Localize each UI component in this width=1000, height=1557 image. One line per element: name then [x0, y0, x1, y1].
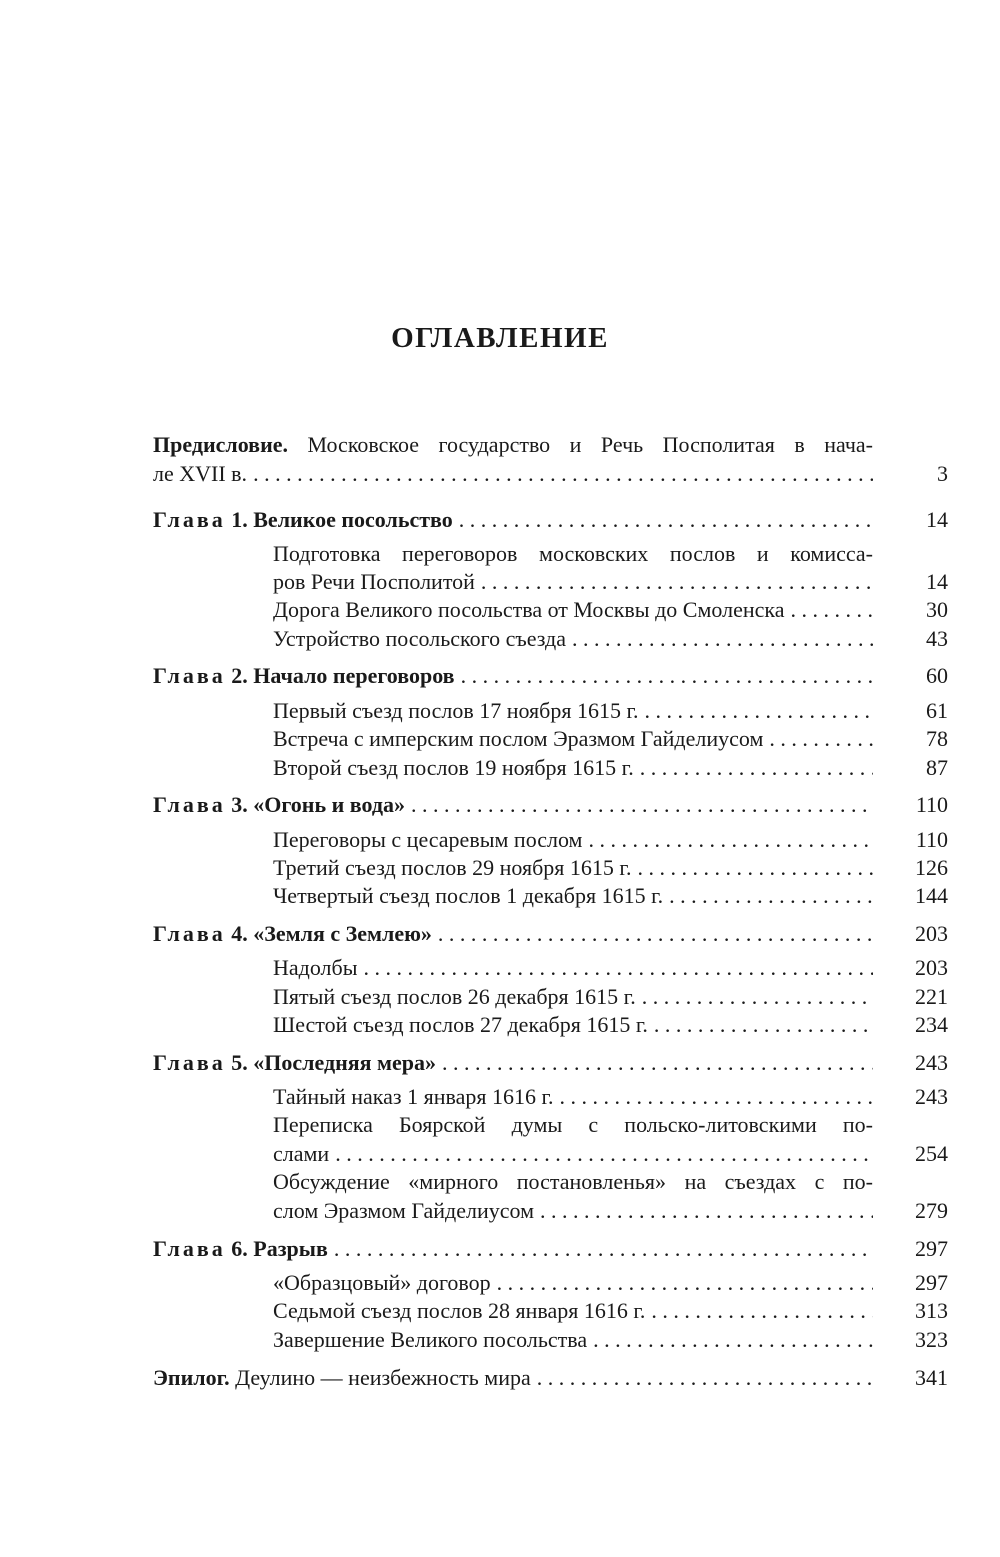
section-5-1[interactable] [273, 1083, 873, 1111]
section-4-1-text: Надолбы [273, 955, 358, 980]
section-1-1-text: ров Речи Посполитой [273, 569, 475, 594]
chapter-3-title: 3. «Огонь и вода» [231, 792, 406, 817]
chapter-2-page: 60 [926, 663, 948, 688]
section-3-1[interactable] [273, 826, 873, 854]
dot-leader [645, 1297, 873, 1325]
dot-leader [491, 1269, 873, 1297]
chapter-prefix: Глава [153, 663, 226, 688]
section-1-2-text: Дорога Великого посольства от Москвы до Смоленска [273, 597, 785, 622]
chapter-5-page: 243 [915, 1050, 948, 1075]
dot-leader [432, 920, 873, 948]
section-3-2-page: 126 [915, 855, 948, 880]
section-5-2-line1[interactable]: Переписка Боярской думы с польско-литовскими по- [273, 1112, 873, 1137]
epilogue-label: Эпилог. [153, 1365, 230, 1390]
section-6-1[interactable] [273, 1269, 873, 1297]
section-2-3-page: 87 [926, 755, 948, 780]
section-6-3-page: 323 [915, 1327, 948, 1352]
preface-line2[interactable] [153, 460, 873, 488]
section-6-1-page: 297 [915, 1270, 948, 1295]
dot-leader [566, 625, 873, 653]
chapter-4-title: 4. «Земля с Землею» [231, 921, 432, 946]
preface-text-line1: Московское государство и Речь Посполитая в нача- [307, 432, 874, 457]
section-2-1-text: Первый съезд послов 17 ноября 1615 г. [273, 698, 639, 723]
chapter-1-page: 14 [926, 507, 948, 532]
epilogue-page: 341 [915, 1365, 948, 1390]
section-2-1[interactable] [273, 697, 873, 725]
section-3-3-text: Четвертый съезд послов 1 декабря 1615 г. [273, 883, 664, 908]
dot-leader [785, 596, 874, 624]
dot-leader [475, 568, 873, 596]
section-2-3[interactable] [273, 754, 873, 782]
section-6-1-text: «Образцовый» договор [273, 1270, 491, 1295]
preface-text-line2: ле XVII в. [153, 461, 248, 486]
chapter-5-entry[interactable] [153, 1049, 873, 1077]
section-5-1-text: Тайный наказ 1 января 1616 г. [273, 1084, 554, 1109]
preface-label: Предисловие. [153, 432, 289, 457]
dot-leader [636, 983, 873, 1011]
section-1-1-page: 14 [926, 569, 948, 594]
chapter-6-entry[interactable] [153, 1235, 873, 1263]
dot-leader [582, 826, 873, 854]
section-6-3-text: Завершение Великого посольства [273, 1327, 588, 1352]
section-6-2-page: 313 [915, 1298, 948, 1323]
section-5-2-line2[interactable] [273, 1140, 873, 1168]
dot-leader [631, 854, 873, 882]
chapter-5-title: 5. «Последняя мера» [231, 1050, 437, 1075]
section-5-3-line2[interactable] [273, 1197, 873, 1225]
section-1-3-page: 43 [926, 626, 948, 651]
section-5-3-text: слом Эразмом Гайделиусом [273, 1198, 535, 1223]
chapter-3-entry[interactable] [153, 791, 873, 819]
chapter-1-title: 1. Великое посольство [231, 507, 453, 532]
dot-leader [329, 1140, 873, 1168]
chapter-2-title: 2. Начало переговоров [231, 663, 455, 688]
chapter-6-page: 297 [915, 1236, 948, 1261]
dot-leader [534, 1197, 873, 1225]
section-6-3[interactable] [273, 1326, 873, 1354]
dot-leader [328, 1235, 873, 1263]
chapter-1-entry[interactable] [153, 506, 873, 534]
dot-leader [634, 754, 873, 782]
chapter-prefix: Глава [153, 507, 226, 532]
section-1-1-line1[interactable]: Подготовка переговоров московских послов и комисса- [273, 541, 873, 566]
chapter-prefix: Глава [153, 1050, 226, 1075]
page-title: ОГЛАВЛЕНИЕ [391, 322, 609, 354]
dot-leader [405, 791, 873, 819]
dot-leader [587, 1326, 873, 1354]
epilogue-text: Деулино — неизбежность мира [235, 1365, 531, 1390]
preface-line1[interactable] [153, 431, 873, 459]
section-4-3-page: 234 [915, 1012, 948, 1037]
section-2-2-text: Встреча с имперским послом Эразмом Гайделиусом [273, 726, 764, 751]
section-6-2[interactable] [273, 1297, 873, 1325]
section-2-2[interactable] [273, 725, 873, 753]
chapter-prefix: Глава [153, 792, 226, 817]
section-5-2-page: 254 [915, 1141, 948, 1166]
dot-leader [247, 460, 873, 488]
dot-leader [663, 882, 873, 910]
section-2-2-page: 78 [926, 726, 948, 751]
chapter-prefix: Глава [153, 1236, 226, 1261]
dot-leader [648, 1011, 873, 1039]
section-5-3-page: 279 [915, 1198, 948, 1223]
section-3-1-page: 110 [915, 827, 948, 852]
dot-leader [554, 1083, 873, 1111]
section-5-3-line1[interactable]: Обсуждение «мирного постановленья» на съездах с по- [273, 1169, 873, 1194]
chapter-prefix: Глава [153, 921, 226, 946]
section-3-3[interactable] [273, 882, 873, 910]
section-1-1-line2[interactable] [273, 568, 873, 596]
section-5-2-text: слами [273, 1141, 330, 1166]
dot-leader [763, 725, 873, 753]
dot-leader [453, 506, 873, 534]
section-4-2[interactable] [273, 983, 873, 1011]
chapter-3-page: 110 [915, 792, 948, 817]
section-3-2[interactable] [273, 854, 873, 882]
section-4-2-page: 221 [915, 984, 948, 1009]
dot-leader [455, 662, 873, 690]
section-5-1-page: 243 [915, 1084, 948, 1109]
section-2-1-page: 61 [926, 698, 948, 723]
section-4-1-page: 203 [915, 955, 948, 980]
section-3-2-text: Третий съезд послов 29 ноября 1615 г. [273, 855, 632, 880]
chapter-4-entry[interactable] [153, 920, 873, 948]
chapter-6-title: 6. Разрыв [231, 1236, 328, 1261]
section-4-2-text: Пятый съезд послов 26 декабря 1615 г. [273, 984, 636, 1009]
dot-leader [639, 697, 873, 725]
section-1-3[interactable] [273, 625, 873, 653]
section-4-1[interactable] [273, 954, 873, 982]
section-1-2[interactable] [273, 596, 873, 624]
section-3-3-page: 144 [915, 883, 948, 908]
dot-leader [358, 954, 873, 982]
section-2-3-text: Второй съезд послов 19 ноября 1615 г. [273, 755, 634, 780]
section-4-3[interactable] [273, 1011, 873, 1039]
epilogue-entry[interactable] [153, 1364, 873, 1392]
section-6-2-text: Седьмой съезд послов 28 января 1616 г. [273, 1298, 646, 1323]
section-4-3-text: Шестой съезд послов 27 декабря 1615 г. [273, 1012, 648, 1037]
preface-page: 3 [937, 461, 948, 486]
chapter-2-entry[interactable] [153, 662, 873, 690]
section-3-1-text: Переговоры с цесаревым послом [273, 827, 583, 852]
dot-leader [436, 1049, 873, 1077]
dot-leader [531, 1364, 873, 1392]
section-1-2-page: 30 [926, 597, 948, 622]
section-1-3-text: Устройство посольского съезда [273, 626, 567, 651]
chapter-4-page: 203 [915, 921, 948, 946]
